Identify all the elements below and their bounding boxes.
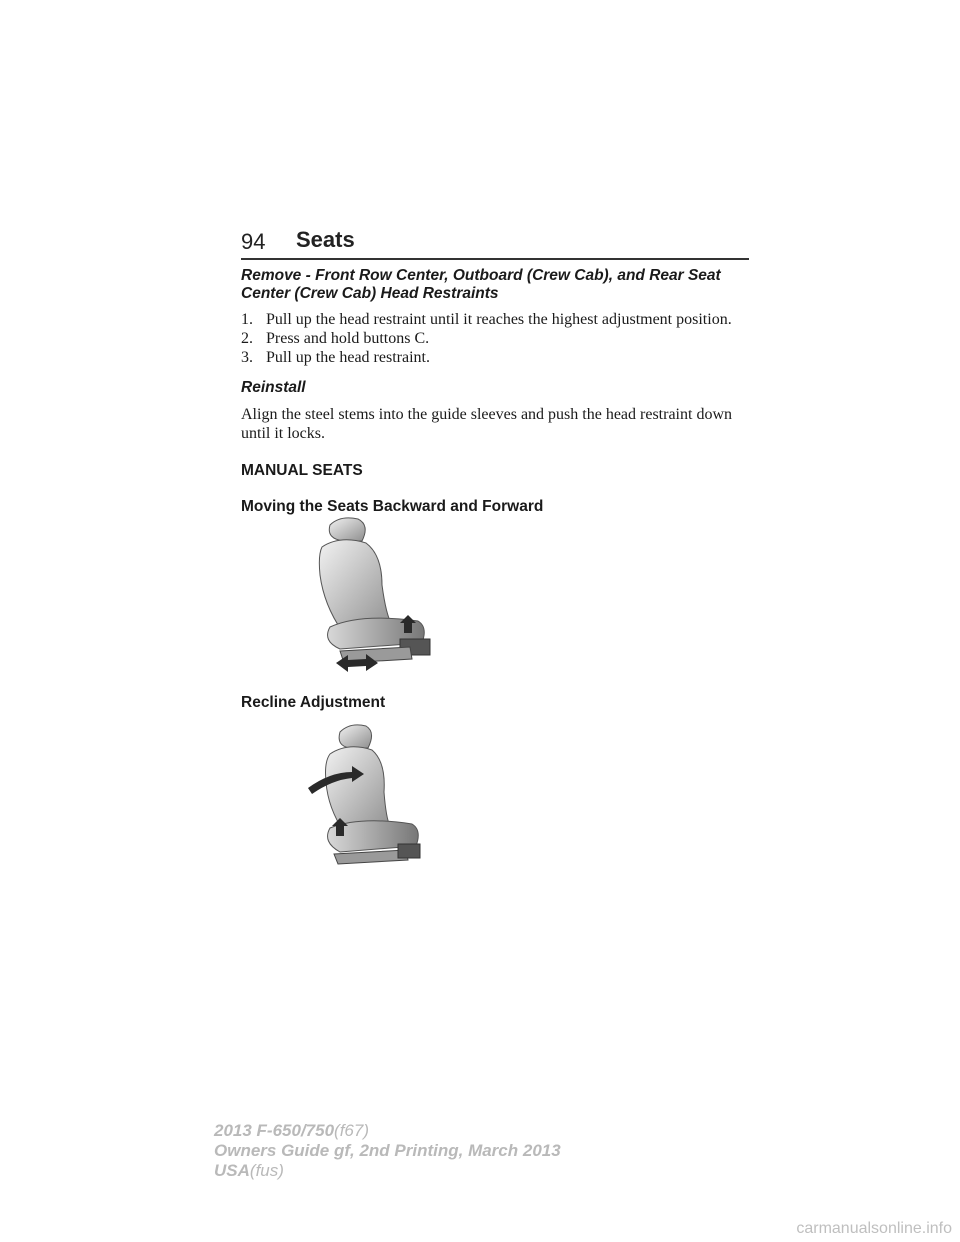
reinstall-heading: Reinstall <box>241 379 306 396</box>
watermark: carmanualsonline.info <box>796 1220 952 1237</box>
reinstall-text: Align the steel stems into the guide sleeves and push the head restraint down until it locks. <box>241 406 732 442</box>
page-body <box>241 267 751 516</box>
header-rule <box>241 258 749 260</box>
recline-heading: Recline Adjustment <box>241 694 386 711</box>
seat-recline-illustration-icon <box>300 722 440 872</box>
moving-seats-heading: Moving the Seats Backward and Forward <box>241 498 544 515</box>
section-title: Seats <box>296 227 355 252</box>
remove-heading: Remove - Front Row Center, Outboard (Crew Cab), and Rear Seat Center (Crew Cab) Head Restraints <box>241 267 721 302</box>
manual-seats-heading: MANUAL SEATS <box>241 462 363 479</box>
list-item: 2. Press and hold buttons C. <box>241 330 430 347</box>
seat-fore-aft-illustration-icon <box>300 515 440 675</box>
page-number: 94 <box>241 229 266 254</box>
footer: 2013 F-650/750(f67) Owners Guide gf, 2nd Printing, March 2013 USA(fus) <box>214 1121 561 1180</box>
list-item: 1. Pull up the head restraint until it reaches the highest adjustment position. <box>241 311 732 328</box>
remove-steps <box>241 310 751 367</box>
list-item: 3. Pull up the head restraint. <box>241 349 430 366</box>
